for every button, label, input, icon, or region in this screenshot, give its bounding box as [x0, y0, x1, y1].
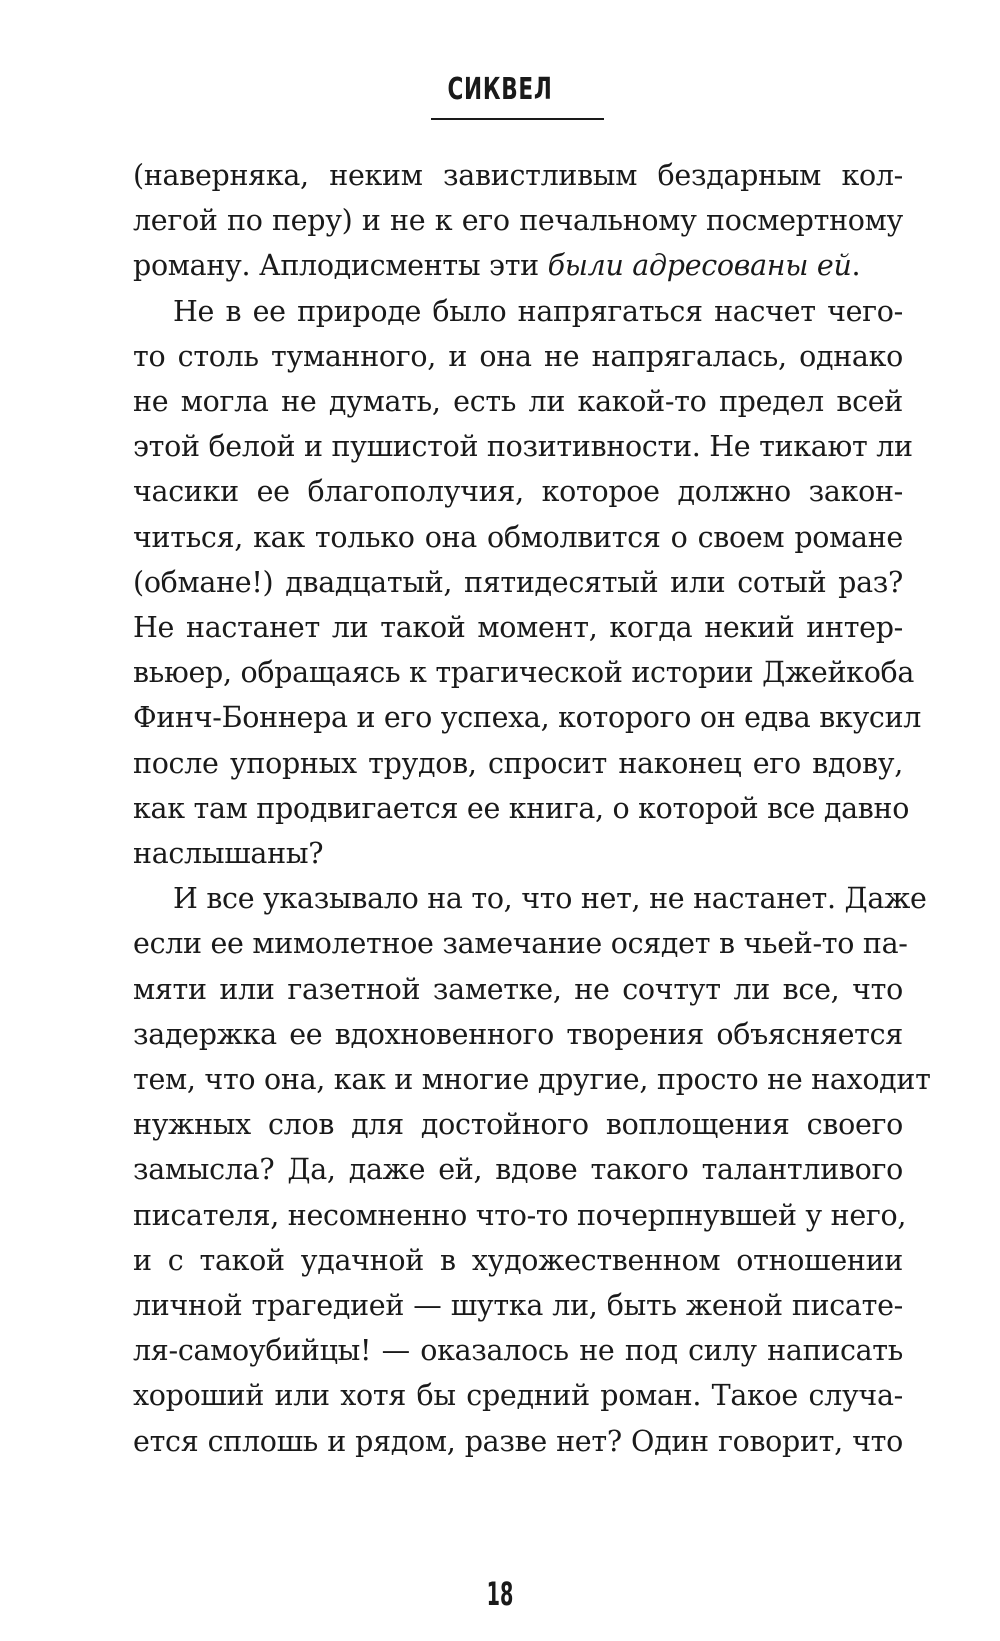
text-line: тем, что она, как и многие другие, просто не находит [133, 1063, 931, 1097]
text-line [133, 243, 903, 288]
text-line: Не настанет ли такой момент, когда некий интер- [133, 611, 903, 645]
text-line: задержка ее вдохновенного творения объясняется [133, 1017, 903, 1051]
text-line: писателя, несомненно что-то почерпнувшей у него, [133, 1198, 907, 1232]
text-line: И все указывало на то, что нет, не настанет. Даже [173, 882, 927, 916]
text-line: то столь туманного, и она не напрягалась, однако [133, 339, 903, 373]
text-line: читься, как только она обмолвится о своем романе [133, 520, 903, 554]
text-line: замысла? Да, даже ей, вдове такого талантливого [133, 1153, 903, 1187]
text-line: мяти или газетной заметке, не сочтут ли все, что [133, 972, 903, 1006]
text-line: нужных слов для достойного воплощения своего [133, 1108, 903, 1142]
text-line: Не в ее природе было напрягаться насчет чего- [173, 294, 903, 328]
text-run: . [851, 249, 861, 283]
text-line: (наверняка, неким завистливым бездарным кол- [133, 159, 903, 192]
running-title: СИКВЕЛ [447, 72, 553, 107]
text-line: вьюер, обращаясь к трагической истории Джейкоба [133, 656, 915, 690]
text-line: (обмане!) двадцатый, пятидесятый или сотый раз? [133, 565, 903, 599]
text-line: часики ее благополучия, которое должно закон- [133, 475, 903, 509]
body-text [133, 153, 931, 1464]
text-line: Финч-Боннера и его успеха, которого он едва вкусил [133, 701, 922, 735]
text-line: как там продвигается ее книга, о которой все давно [133, 791, 910, 825]
text-line: этой белой и пушистой позитивности. Не тикают ли [133, 430, 913, 464]
text-line: личной трагедией — шутка ли, быть женой писате- [133, 1289, 903, 1323]
italic-run: были адресованы ей [547, 249, 852, 283]
text-line: не могла не думать, есть ли какой-то предел всей [133, 385, 903, 419]
text-line: ля-самоубийцы! — оказалось не под силу написать [133, 1334, 903, 1368]
text-line: и с такой удачной в художественном отношении [133, 1243, 903, 1277]
text-line: ется сплошь и рядом, разве нет? Один говорит, что [133, 1424, 903, 1458]
text-line: наслышаны? [133, 837, 324, 871]
text-line: после упорных трудов, спросит наконец его вдову, [133, 746, 903, 780]
text-line: легой по перу) и не к его печальному посмертному [133, 204, 903, 238]
text-run: роману. Аплодисменты эти [133, 249, 548, 283]
header-rule [431, 118, 604, 120]
text-line: хороший или хотя бы средний роман. Такое случа- [133, 1379, 903, 1413]
text-line: если ее мимолетное замечание осядет в чьей-то па- [133, 927, 908, 961]
page-number: 18 [486, 1575, 514, 1613]
